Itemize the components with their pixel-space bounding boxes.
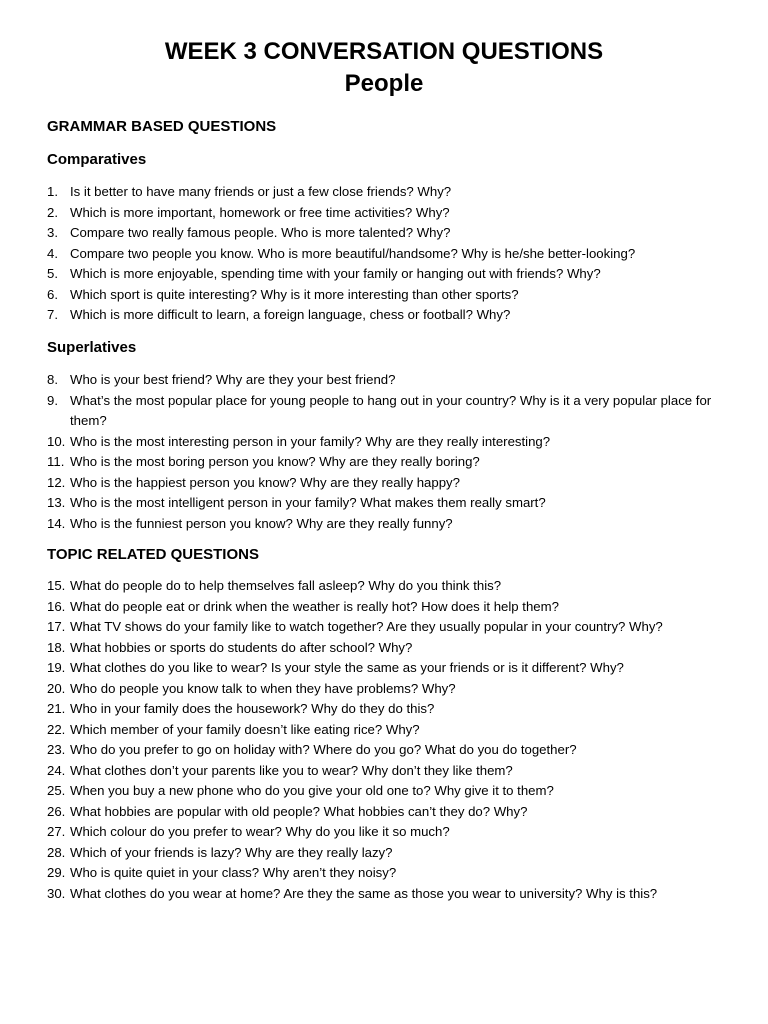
question-number: 29. xyxy=(47,865,66,880)
question-number: 22. xyxy=(47,721,66,737)
question-number: 14. xyxy=(47,515,66,531)
question-number: 17. xyxy=(47,619,66,634)
question-text: Who is the happiest person you know? Why are they really happy? xyxy=(70,474,460,490)
question-number: 20. xyxy=(47,680,66,696)
question-text: What clothes do you wear at home? Are they the same as those you wear to university? Why is this? xyxy=(70,885,658,901)
question-item xyxy=(0,802,768,823)
question-item xyxy=(0,679,768,700)
question-number: 24. xyxy=(47,762,66,778)
question-item xyxy=(0,370,768,391)
question-number: 13. xyxy=(47,495,66,510)
question-text: What’s the most popular place for young people to hang out in your country? Why is it a very popular place for them? xyxy=(70,392,712,428)
question-item xyxy=(0,514,768,535)
question-text: Who do you prefer to go on holiday with? Where do you go? What do you do together? xyxy=(70,742,577,757)
question-item xyxy=(0,699,768,720)
question-number: 12. xyxy=(47,474,66,490)
question-item xyxy=(0,761,768,782)
question-number: 8. xyxy=(47,372,58,387)
question-item xyxy=(0,223,768,244)
question-text: Who is quite quiet in your class? Why aren’t they noisy? xyxy=(70,865,397,880)
question-item xyxy=(0,658,768,679)
question-number: 19. xyxy=(47,660,66,675)
question-text: What clothes do you like to wear? Is your style the same as your friends or is it different? Why? xyxy=(70,660,624,675)
question-item xyxy=(0,863,768,884)
question-text: Who is the most interesting person in your family? Why are they really interesting? xyxy=(70,433,551,449)
question-text: What clothes don’t your parents like you to wear? Why don’t they like them? xyxy=(70,762,513,778)
subheading-superlatives: Superlatives xyxy=(47,339,137,356)
question-number: 10. xyxy=(47,433,66,449)
question-number: 18. xyxy=(47,639,66,655)
question-text: When you buy a new phone who do you give your old one to? Why give it to them? xyxy=(70,783,554,798)
question-item xyxy=(0,781,768,802)
question-number: 1. xyxy=(47,184,58,199)
question-item xyxy=(0,305,768,326)
question-number: 16. xyxy=(47,598,66,614)
question-text: What TV shows do your family like to watch together? Are they usually popular in your country? Why? xyxy=(70,619,663,634)
question-number: 25. xyxy=(47,783,66,798)
section-heading-topic: TOPIC RELATED QUESTIONS xyxy=(47,546,259,563)
question-item xyxy=(0,576,768,597)
question-text: Who is the most boring person you know? Why are they really boring? xyxy=(70,454,480,469)
question-text: Which member of your family doesn’t like eating rice? Why? xyxy=(70,721,420,737)
question-item xyxy=(0,493,768,514)
section-heading-grammar: GRAMMAR BASED QUESTIONS xyxy=(47,118,277,135)
question-number: 7. xyxy=(47,307,58,322)
page-title: WEEK 3 CONVERSATION QUESTIONS xyxy=(164,38,604,65)
question-item xyxy=(0,843,768,864)
question-item xyxy=(0,740,768,761)
question-item xyxy=(0,638,768,659)
question-text: Which sport is quite interesting? Why is it more interesting than other sports? xyxy=(70,286,519,302)
topic-questions-list xyxy=(0,576,768,904)
question-item xyxy=(0,244,768,265)
question-text: What hobbies or sports do students do after school? Why? xyxy=(70,639,413,655)
question-text: Who in your family does the housework? Why do they do this? xyxy=(70,701,435,716)
question-text: Compare two people you know. Who is more beautiful/handsome? Why is he/she better-looking? xyxy=(70,245,636,261)
question-text: Which is more difficult to learn, a foreign language, chess or football? Why? xyxy=(70,307,511,322)
question-item xyxy=(0,597,768,618)
question-item xyxy=(0,452,768,473)
question-item xyxy=(0,720,768,741)
question-text: Is it better to have many friends or just a few close friends? Why? xyxy=(70,184,452,199)
page-subtitle: People xyxy=(344,70,424,97)
question-text: What hobbies are popular with old people? What hobbies can’t they do? Why? xyxy=(70,803,528,819)
question-item xyxy=(0,884,768,905)
question-number: 26. xyxy=(47,803,66,819)
question-item xyxy=(0,822,768,843)
question-number: 9. xyxy=(47,392,58,408)
question-number: 28. xyxy=(47,844,66,860)
question-text: Which is more enjoyable, spending time with your family or hanging out with friends? Why? xyxy=(70,266,601,281)
question-text: What do people do to help themselves fall asleep? Why do you think this? xyxy=(70,578,502,593)
question-item xyxy=(0,432,768,453)
question-number: 30. xyxy=(47,885,66,901)
question-number: 5. xyxy=(47,266,58,281)
question-number: 3. xyxy=(47,225,58,240)
question-item xyxy=(0,473,768,494)
question-text: Who is your best friend? Why are they your best friend? xyxy=(70,372,396,387)
question-item xyxy=(0,203,768,224)
question-number: 27. xyxy=(47,824,66,839)
question-text: Who is the most intelligent person in your family? What makes them really smart? xyxy=(70,495,546,510)
question-number: 2. xyxy=(47,204,58,220)
question-number: 4. xyxy=(47,245,58,261)
question-item xyxy=(0,285,768,306)
superlatives-list xyxy=(0,370,768,534)
question-item xyxy=(0,617,768,638)
question-number: 6. xyxy=(47,286,58,302)
question-text: What do people eat or drink when the weather is really hot? How does it help them? xyxy=(70,598,559,614)
question-text: Which colour do you prefer to wear? Why do you like it so much? xyxy=(70,824,450,839)
subheading-comparatives: Comparatives xyxy=(47,151,147,168)
question-item xyxy=(0,264,768,285)
question-text: Who is the funniest person you know? Why are they really funny? xyxy=(70,515,453,531)
question-number: 15. xyxy=(47,578,66,593)
question-item xyxy=(0,391,768,432)
question-text: Which of your friends is lazy? Why are they really lazy? xyxy=(70,844,393,860)
question-text: Compare two really famous people. Who is more talented? Why? xyxy=(70,225,451,240)
question-item xyxy=(0,182,768,203)
question-number: 11. xyxy=(47,454,65,469)
question-number: 23. xyxy=(47,742,66,757)
comparatives-list xyxy=(0,182,768,326)
question-text: Who do people you know talk to when they have problems? Why? xyxy=(70,680,456,696)
question-text: Which is more important, homework or free time activities? Why? xyxy=(70,204,450,220)
question-number: 21. xyxy=(47,701,66,716)
